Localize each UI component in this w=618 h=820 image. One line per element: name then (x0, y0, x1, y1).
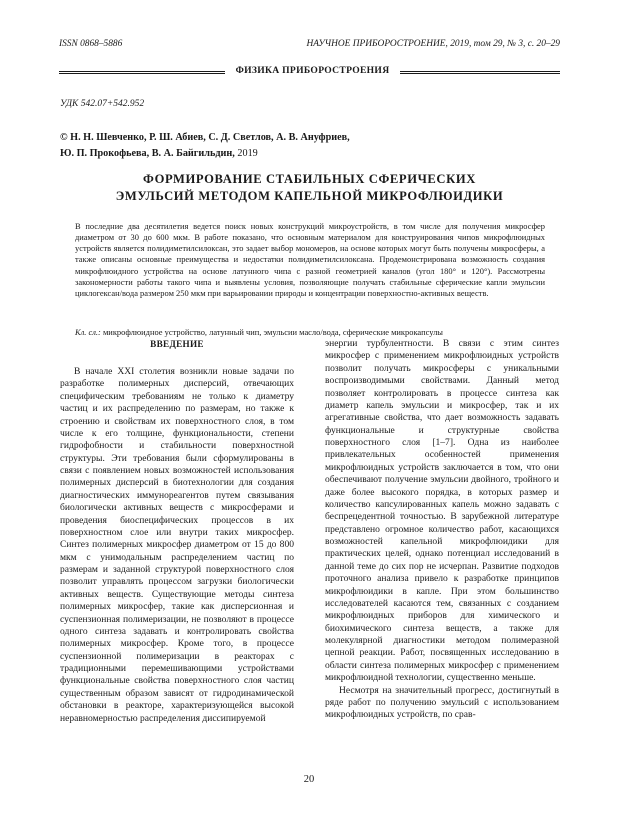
title-line-1: ФОРМИРОВАНИЕ СТАБИЛЬНЫХ СФЕРИЧЕСКИХ (143, 172, 476, 186)
body-column-left (60, 338, 294, 725)
udk-code: УДК 542.07+542.952 (60, 99, 145, 109)
keywords (75, 327, 545, 338)
keywords-text: микрофлюидное устройство, латунный чип, эмульсии масло/вода, сферические микрокапсулы (100, 327, 443, 337)
paragraph: Несмотря на значительный прогресс, достигнутый в ряде работ по получению эмульсий с использованием микрофлюидных устройств, по срав- (325, 684, 559, 721)
section-heading-introduction: ВВЕДЕНИЕ (150, 339, 204, 349)
rubric-rule-left (59, 71, 225, 74)
page-number: 20 (303, 774, 315, 785)
keywords-label: Кл. сл.: (75, 327, 101, 337)
authors-line-2-names: Ю. П. Прокофьева, В. А. Байгильдин, (60, 148, 235, 159)
abstract: В последние два десятилетия ведется поиск новых конструкций микроустройств, в том числе для получения микросфер диаметром от 30 до 600 мкм. В работе показано, что основным материалом для конструирования чипов микрофлюидных устройств является полидиметилсилоксан, это задает выбор мономеров, на основе которых могут быть получены микросферы, а также описаны основные преимущества и недостатки полидиметилсилоксана. Продемонстрирована возможность создания микрофлюидного устройства на основе латунного чипа с разной геометрией каналов (угол 180° и 120°). Рассмотрены закономерности работы такого чипа и выявлены условия, позволяющие получать стабильные сферические капли эмульсии циклогексан/вода размером 250 мкм при варьировании природы и концентрации поверхностно-активных веществ. (75, 221, 545, 298)
rubric-label: ФИЗИКА ПРИБОРОСТРОЕНИЯ (235, 65, 390, 76)
paragraph: В начале XXI столетия возникли новые задачи по разработке полимерных дисперсий, отвечающих специфическим требованиям не только к диаметру частиц и их распределению по размерам, но также к строению и свойствам их поверхностного слоя, в том числе к его толщине, функциональности, степени гидрофобности и стабильности поверхностной структуры. Эти требования были сформулированы в связи с появлением новых возможностей использования полимерных дисперсий в биотехнологии для создания диагностических иммунореагентов путем связывания биологически активных веществ с микросферами и проведения биоспецифических процессов в их поверхностном слое или внутри таких микросфер. Синтез полимерных микросфер диаметром от 15 до 800 мкм с унимодальным распределением частиц по размерам и заданной структурой поверхностного слоя позволит управлять процессом загрузки биологически активных веществ. Существующие методы синтеза полимерных микросфер, такие как дисперсионная и суспензионная полимеризации, не позволяют в процессе одного синтеза задавать и контролировать свойства полимерных микросфер. Кроме того, в процессе суспензионной полимеризации в реакторах с традиционными перемешивающими устройствами функциональные свойства поверхностного слоя частиц существенным образом зависят от гидродинамической обстановки в реакторе, характеризующейся высокой неравномерностью распределения диссипируемой (60, 366, 294, 724)
author-list (60, 130, 560, 162)
rubric-rule-right (400, 71, 560, 74)
copyright-year: 2019 (234, 148, 258, 159)
authors-line-2 (60, 146, 560, 162)
journal-issn: ISSN 0868–5886 (59, 39, 123, 49)
journal-citation: НАУЧНОЕ ПРИБОРОСТРОЕНИЕ, 2019, том 29, № 3, c. 20–29 (306, 39, 560, 49)
section-rubric (59, 63, 560, 79)
body-column-right (325, 338, 559, 722)
authors-line-1: © Н. Н. Шевченко, Р. Ш. Абиев, С. Д. Светлов, А. В. Ануфриев, (60, 132, 350, 143)
paragraph: энергии турбулентности. В связи с этим синтез микросфер с применением микрофлюидных устройств позволит получать микросферы с уникальными воспроизводимыми свойствами. Данный метод позволяет контролировать в процессе синтеза как диаметр капель эмульсии и микросфер, так и их агрегативные свойства, что дает возможность задавать функциональные и структурные свойства поверхностного слоя [1–7]. Одна из наиболее привлекательных особенностей применения микрофлюидных устройств заключается в том, что они обеспечивают получение эмульсии двойного, тройного и даже более высокого порядка, в которых размер и количество капсулированных капель можно задавать с беспрецедентной точностью. В зарубежной литературе представлено огромное количество работ, касающихся возможностей капельной микрофлюидики для практических целей, однако потенциал исследований в данной теме до сих пор не исчерпан. Развитие подходов проточного анализа привело к разработке принципов микрофлюидики в капле. При этом большинство исследователей касаются тем, связанных с созданием микрофлюидных приборов для химического и биохимического синтеза веществ, а также для молекулярной диагностики методом полимеразной цепной реакции. Работ, посвященных исследованию в области синтеза полимерных микросфер с применением микрофлюидной технологии, существенно меньше. (325, 338, 559, 684)
article-title (60, 171, 559, 204)
title-line-2: ЭМУЛЬСИЙ МЕТОДОМ КАПЕЛЬНОЙ МИКРОФЛЮИДИКИ (115, 188, 504, 203)
